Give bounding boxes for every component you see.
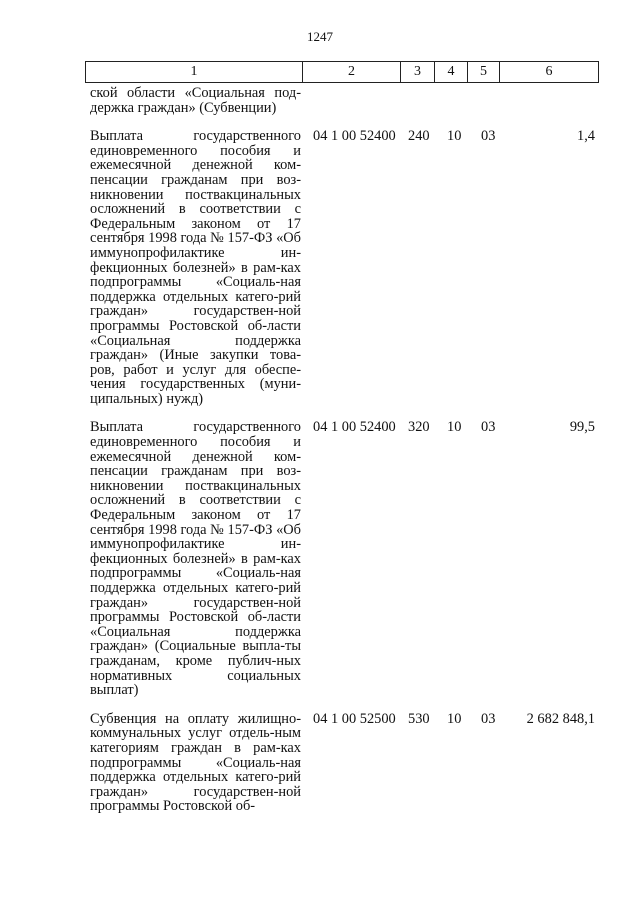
- table-row: [90, 129, 600, 406]
- row-vr: 240: [408, 128, 430, 145]
- header-col-4: 4: [435, 62, 468, 83]
- table-header: [85, 61, 599, 83]
- row-rz: 10: [447, 128, 462, 145]
- row-rz: 10: [447, 710, 462, 727]
- row-code: 04 1 00 52400: [313, 128, 396, 145]
- table-body: [90, 86, 600, 828]
- row-code: 04 1 00 52500: [313, 710, 396, 727]
- header-col-5: 5: [468, 62, 500, 83]
- row-vr: 320: [408, 419, 430, 436]
- header-col-3: 3: [401, 62, 435, 83]
- row-name: Выплата государственного единовременного пособия и ежемесячной денежной ком-пенсации гражданам при воз-никновении поствакцинальных осложнений в соответствии с Федеральным законом от 17 сентября 1998 года № 157-ФЗ «Об иммунопрофилактике ин-фекционных болезней» в рам-ках подпрограммы «Социаль-ная поддержка отдельных катего-рий граждан» государствен-ной программы Ростовской об-ласти «Социальная поддержка граждан» (Иные закупки това-ров, работ и услуг для обеспе-чения государственных (муни-ципальных) нужд): [90, 128, 301, 407]
- row-sum: 1,4: [577, 128, 595, 145]
- row-sum: 99,5: [569, 419, 595, 436]
- row-sum: 2 682 848,1: [526, 710, 595, 727]
- row-vr: 530: [408, 710, 430, 727]
- header-col-6: 6: [500, 62, 599, 83]
- row-name: Субвенция на оплату жилищно-коммунальных услуг отдель-ным категориям граждан в рам-ках подпрограммы «Социаль-ная поддержка отдельных катего-рий граждан» государствен-ной программы Ростовской об-: [90, 710, 301, 815]
- row-rz: 10: [447, 419, 462, 436]
- table-row: [90, 420, 600, 697]
- row-pr: 03: [481, 710, 496, 727]
- header-col-2: 2: [303, 62, 401, 83]
- row-name: ской области «Социальная под-держка граждан» (Субвенции): [90, 85, 301, 116]
- header-col-1: 1: [86, 62, 303, 83]
- row-pr: 03: [481, 128, 496, 145]
- row-name: Выплата государственного единовременного пособия и ежемесячной денежной ком-пенсации гражданам при воз-никновении поствакцинальных осложнений в соответствии с Федеральным законом от 17 сентября 1998 года № 157-ФЗ «Об иммунопрофилактике ин-фекционных болезней» в рам-ках подпрограммы «Социаль-ная поддержка отдельных катего-рий граждан» государствен-ной программы Ростовской об-ласти «Социальная поддержка граждан» (Социальные выпла-ты гражданам, кроме публич-ных нормативных социальных выплат): [90, 419, 301, 699]
- row-code: 04 1 00 52400: [313, 419, 396, 436]
- table-row: [90, 712, 600, 814]
- table-row: [90, 86, 600, 115]
- row-pr: 03: [481, 419, 496, 436]
- page-number: 1247: [307, 29, 333, 44]
